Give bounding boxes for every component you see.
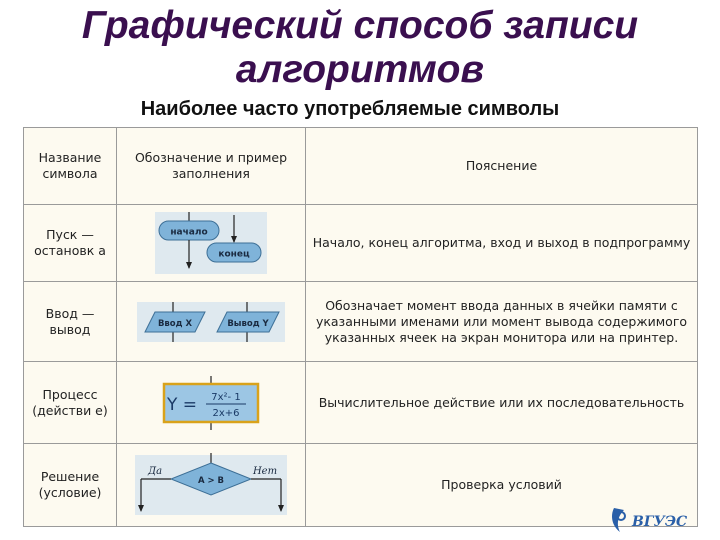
output-label: Вывод Y xyxy=(227,318,269,329)
page-title xyxy=(0,4,720,92)
title-line-2: алгоритмов xyxy=(235,48,485,91)
process-symbol xyxy=(162,376,260,430)
decision-symbol xyxy=(135,453,287,517)
logo-text: ВГУЭС xyxy=(632,514,688,530)
symbols-table xyxy=(23,127,698,527)
row-name: Процесс (действи е) xyxy=(24,362,117,444)
row-explanation: Обозначает момент ввода данных в ячейки памяти с указанными именами или момент вывода содержимого указанных ячеек на экран монитора или на принтер. xyxy=(306,282,698,362)
table-row-start-stop xyxy=(24,205,698,282)
row-name: Решение (условие) xyxy=(24,444,117,527)
header-explanation: Пояснение xyxy=(306,128,698,205)
header-name: Название символа xyxy=(24,128,117,205)
start-label: начало xyxy=(170,227,208,238)
title-line-1: Графический способ записи xyxy=(81,4,639,47)
page-subtitle: Наиболее часто употребляемые символы xyxy=(140,98,560,120)
terminator-symbol-figure xyxy=(117,205,306,282)
table-row-input-output xyxy=(24,282,698,362)
row-name: Пуск — остановк а xyxy=(24,205,117,282)
formula-lhs: Y = xyxy=(166,394,198,415)
input-label: Ввод X xyxy=(157,318,193,329)
row-explanation: Вычислительное действие или их последовательность xyxy=(306,362,698,444)
no-branch-label: Нет xyxy=(252,466,278,477)
terminator-symbols xyxy=(155,212,267,274)
row-explanation: Проверка условий xyxy=(306,444,698,527)
table-row-decision xyxy=(24,444,698,527)
table-header-row xyxy=(24,128,698,205)
yes-branch-label: Да xyxy=(147,466,163,477)
formula-numerator: 7x²- 1 xyxy=(211,391,241,403)
io-symbol-figure xyxy=(117,282,306,362)
formula-denominator: 2x+6 xyxy=(212,407,240,419)
io-symbols xyxy=(137,302,285,342)
end-label: конец xyxy=(218,249,250,260)
table-row-process xyxy=(24,362,698,444)
process-symbol-figure xyxy=(117,362,306,444)
university-logo xyxy=(606,502,698,538)
condition-label: A > B xyxy=(197,476,225,486)
header-notation: Обозначение и пример заполнения xyxy=(117,128,306,205)
row-name: Ввод — вывод xyxy=(24,282,117,362)
decision-symbol-figure xyxy=(117,444,306,527)
row-explanation: Начало, конец алгоритма, вход и выход в подпрограмму xyxy=(306,205,698,282)
